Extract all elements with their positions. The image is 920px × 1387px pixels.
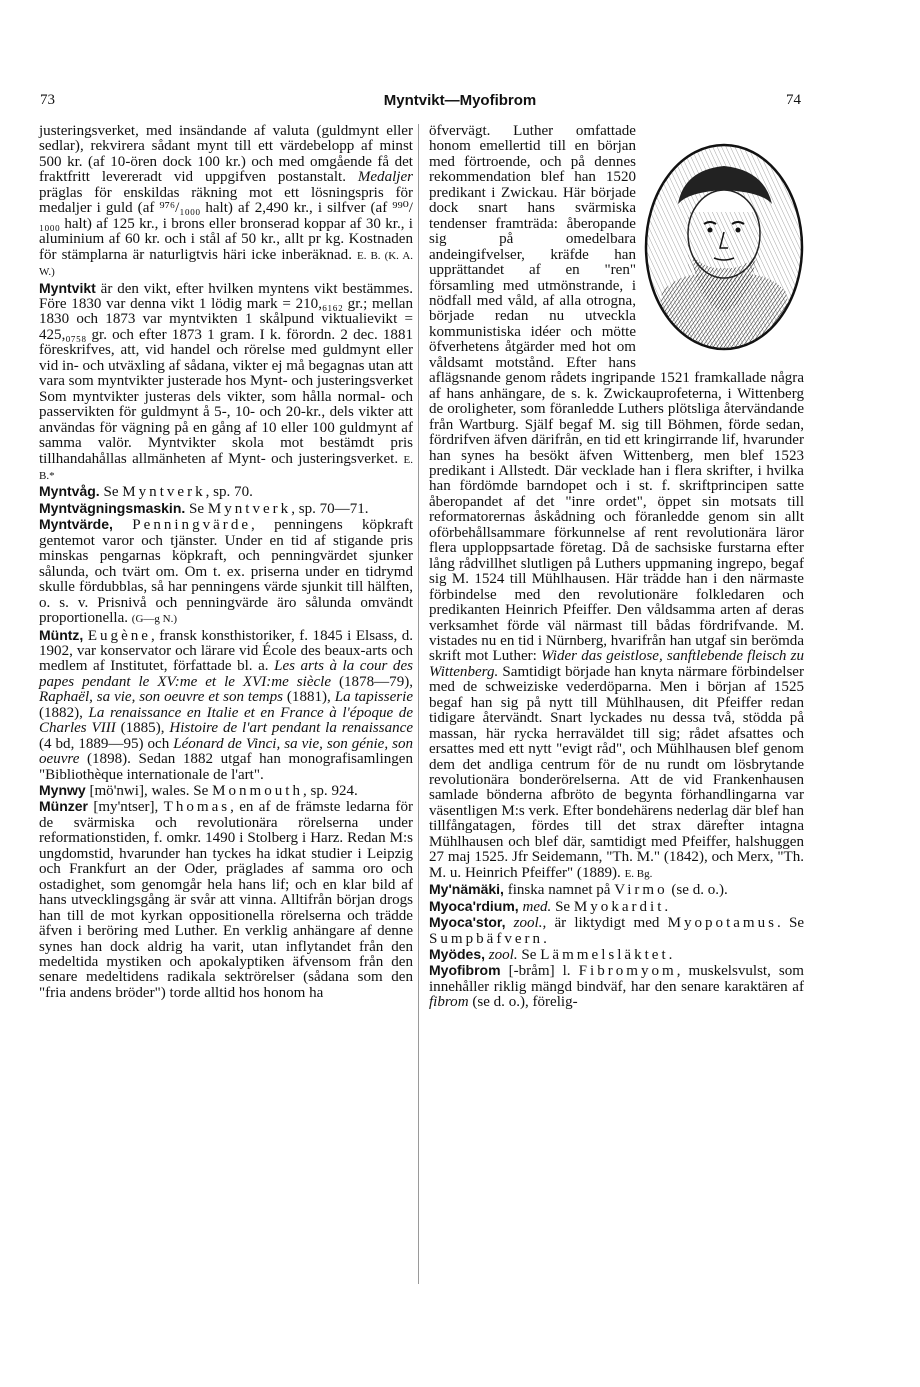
entry-myntvagningsmaskin: Myntvägningsmaskin. Se Myntverk, sp. 70—71. bbox=[39, 499, 369, 517]
headword: Myntvikt bbox=[39, 279, 96, 296]
headword: Myntvägningsmaskin. bbox=[39, 499, 186, 516]
cross-reference[interactable]: Virmo bbox=[614, 882, 668, 899]
entry-myntvag: Myntvåg. Se Myntverk, sp. 70. bbox=[39, 483, 253, 501]
headword: Mynwy bbox=[39, 782, 86, 799]
headword: Myoca'rdium, bbox=[429, 897, 519, 914]
entry-myodes: Myödes, zool. Se Lämmelsläktet. bbox=[429, 946, 673, 964]
cross-reference[interactable]: Myokardit bbox=[573, 898, 665, 915]
portrait-image bbox=[644, 142, 804, 352]
cross-reference[interactable]: Myntverk bbox=[122, 484, 206, 501]
entry-myntvikt: Myntvikt är den vikt, efter hvilken myntens vikt bestämmes. Före 1830 var denna vikt 1 lödig mark = 210,₆₁₆₂ gr.; mellan 1830 och 1873 var myntvikten 1 skålpund viktualievikt = 425,₀₇₅₈ gr. och efter 1873 1 gram. I k. förordn. 2 dec. 1881 föreskrifves, att, vid handel och rörelse med guldmynt eller vid in- och utväxling af sådana, vikter ej må begagnas utan att vara som myntvikter justerade hos Mynt- och justeringsverket Som myntvikter justeras dels vikter, som hålla normal- och passervikten för guldmynt å 5-, 10- och 20-kr., dels vikter att användas för vägning på en gång af 10 eller 100 guldmynt af samma valör. Myntvikter skola mot bestämdt pris tillhandahållas allmänheten af Mynt- och justeringsverket. E. B.* bbox=[39, 279, 413, 482]
headword: Myödes, bbox=[429, 946, 486, 963]
headword: Myoca'stor, bbox=[429, 914, 506, 931]
entry-mynamaki: My'nämäki, finska namnet på Virmo (se d. o.). bbox=[429, 881, 728, 899]
page-number-right: 74 bbox=[786, 92, 801, 108]
cross-reference[interactable]: Lämmelsläktet bbox=[540, 947, 669, 964]
headword: Myntvärde, bbox=[39, 516, 113, 533]
headword: Müntz, bbox=[39, 626, 84, 643]
entry-myocardium: Myoca'rdium, med. Se Myokardit. bbox=[429, 897, 669, 915]
headword: Myntvåg. bbox=[39, 483, 100, 500]
headword: Myofibrom bbox=[429, 962, 501, 979]
headword: Münzer bbox=[39, 798, 88, 815]
cross-reference[interactable]: Myntverk bbox=[207, 500, 292, 517]
cross-reference[interactable]: Myopotamus bbox=[667, 915, 778, 932]
entry-continuation: justeringsverket, med insändande af valuta (guldmynt eller sedlar), rekvirera sådant mynt till ett värdebelopp af minst 500 kr. (af 10-ören dock 100 kr.) och med omgående få det fraktfritt levereradt vid uppgifven postanstalt. Medaljer präglas för enskildas räkning mot ett lösningspris för medaljer i guld (af ⁹⁷⁶/₁₀₀₀ halt) af 2,490 kr., i silfver (af ⁹⁹⁰/₁₀₀₀ halt) af 125 kr., i brons eller bronserad koppar af 30 kr., i aluminium af 60 kr. och i stål af 50 kr., allt pr kg. Kostnaden för stämplarna är naturligtvis häri icke inberäknad. E. B. (K. A. W.) bbox=[39, 123, 414, 279]
right-column bbox=[429, 124, 804, 1011]
page-header bbox=[0, 92, 920, 112]
headword: My'nämäki, bbox=[429, 881, 504, 898]
entry-munzer: Münzer [my'ntser], Thomas, en af de främste ledarna för de svärmiska och revolutionära rörelserna under reformationstiden, f. omkr. 1490 i Stolberg i Harz. Redan M:s ungdomstid, hvarunder han tyckes ha idkat studier i Leipzig och Frankfurt an der Oder, präglades af samma oro och ostadighet, som genomgår hela hans lif; och en klar bild af hans utvecklingsgång är svår att vinna. Alltifrån början drogs han till de mot kyrkan oppositionella rörelserna och trädde äfven i beröring med Luther. En verklig anhängare af denne synes han dock aldrig ha varit, utan inflytandet från den medeltida mystiken och apokalyptiken äfvensom från den senare medeltidens radikala sektrörelser (sådana som den "fria andens bröder") torde alltid hos honom ha bbox=[39, 798, 413, 1001]
cross-reference[interactable]: Fibromyom bbox=[578, 963, 677, 980]
running-title: Myntvikt—Myofibrom bbox=[383, 92, 537, 109]
entry-myocastor: Myoca'stor, zool., är liktydigt med Myopotamus. Se Sumpbäfvern. bbox=[429, 914, 805, 947]
entry-mynwy: Mynwy [mö'nwi], wales. Se Monmouth, sp. 924. bbox=[39, 782, 358, 800]
column-divider bbox=[418, 124, 419, 1284]
cross-reference[interactable]: Sumpbäfvern bbox=[429, 930, 544, 947]
cross-reference[interactable]: Monmouth bbox=[212, 783, 304, 800]
entry-myofibrom: Myofibrom [-bråm] l. Fibromyom, muskelsvulst, som innehåller riklig mängd bindväf, har den senare karaktären af fibrom (se d. o.), förelig- bbox=[429, 962, 805, 1011]
left-column bbox=[39, 124, 413, 1001]
portrait-engraving bbox=[644, 142, 804, 352]
page-number-left: 73 bbox=[40, 92, 55, 108]
entry-munzer-continued: öfvervägt. Luther omfattade honom emellertid till en början med förtroende, och på dennes rekommendation blef han 1520 predikant i Zwickau. Här började dock snart hans svärmiska tendenser framträda: åberopande sig på omedelbara andeingifvelser, kräfde han upprättandet af en "ren" församling med utmönstrande, i nödfall med våld, af alla otrogna, började redan nu utveckla kommunistiska idéer och mötte öfverhetens åtgärder med hot om våldsamt motstånd. Efter hans aflägsnande genom rådets ingripande 1521 framkallade några af hans anhängare, de s. k. Zwickauprofeterna, i Wittenberg de oroligheter, som föranledde Luthers plötsliga återvändande från Wartburg. Själf begaf M. sig till Böhmen, förde sedan, fördrifven äfven därifrån, en tid ett kringirrande lif, hvarunder han synes ha besökt äfven Wittenberg, men blef 1523 predikant i Allstedt. Där vecklade han i flera skrifter, i hvilka han fördömde barndopet och i st. f. skriftprincipen satte åberopandet af det "inre ordet", öppet sin motsats till reformatorernas åskådning och föranledde genom sin allt oförbehållsammare förkunnelse af rent revolutionära läror flera upploppsartade företag. Då de sachsiske furstarna efter lång rådvillhet slutligen på Luthers uppmaning ingrepo, begaf sig M. 1524 till Mühlhausen. Här trädde han i den närmaste förbindelse med den revolutionäre folkledaren och predikanten Heinrich Pfeiffer. Den våldsamma arten af deras verksamhet förde väl närmast till bådas fördrifvande. M. vistades nu en tid i Nürnberg, hvarifrån han utgaf sin berömda skrift mot Luther: Wider das geistlose, sanftlebende fleisch zu Wittenberg. Samtidigt började han knyta närmare förbindelser med de schweiziske vederdöparna. Men i början af 1525 begaf han sig på nytt till Mühlhausen, dit Pfeiffer redan tidigare återvändt. Snart lyckades nu dessa två, stödda på massan, här rycka herraväldet till sig; rådet afsattes och ersattes med ett nytt "evigt råd", och Mühlhausen blef genom dem det andliga centrum för de nu rundt om lösbrytande revolutionära bonderörelserna. Att de vid Frankenhausen samlade bönderna afbröto de begynta förhandlingarna var väsentligen M:s verk. Efter bondehärens nederlag där blef han tillfångatagen, fördes till det strax därefter intagna Mühlhausen och blef där, samtidigt med Pfeiffer, halshuggen 27 maj 1525. Jfr Seidemann, "Th. M." (1842), och Merx, "Th. M. u. Heinrich Pfeiffer" (1889). E. Bg. bbox=[429, 123, 805, 881]
entry-muntz: Müntz, Eugène, fransk konsthistoriker, f. 1845 i Elsass, d. 1902, var konservator och lärare vid École des beaux-arts och medlem af Institutet, författade bl. a. Les arts à la cour des papes pendant le XV:me et le XVI:me siècle (1878—79), Raphaël, sa vie, son oeuvre et son temps (1881), La tapisserie (1882), La renaissance en Italie et en France à l'époque de Charles VIII (1885), Histoire de l'art pendant la renaissance (4 bd, 1889—95) och Léonard de Vinci, sa vie, son génie, son oeuvre (1898). Sedan 1882 utgaf han monografisamlingen "Bibliothèque internationale de l'art". bbox=[39, 626, 414, 783]
entry-myntvarde: Myntvärde, Penningvärde, penningens köpkraft gentemot varor och tjänster. Under en tid af stigande pris minskas pengarnas köpkraft, och penningvärdet sjunker sålunda, och tvärt om. Om t. ex. priserna under en tidrymd skulle fördubblas, så har penningens värde sjunkit till hälften, o. s. v. Prisnivå och penningvärde äro sålunda omvändt proportionella. (G—g N.) bbox=[39, 516, 414, 627]
